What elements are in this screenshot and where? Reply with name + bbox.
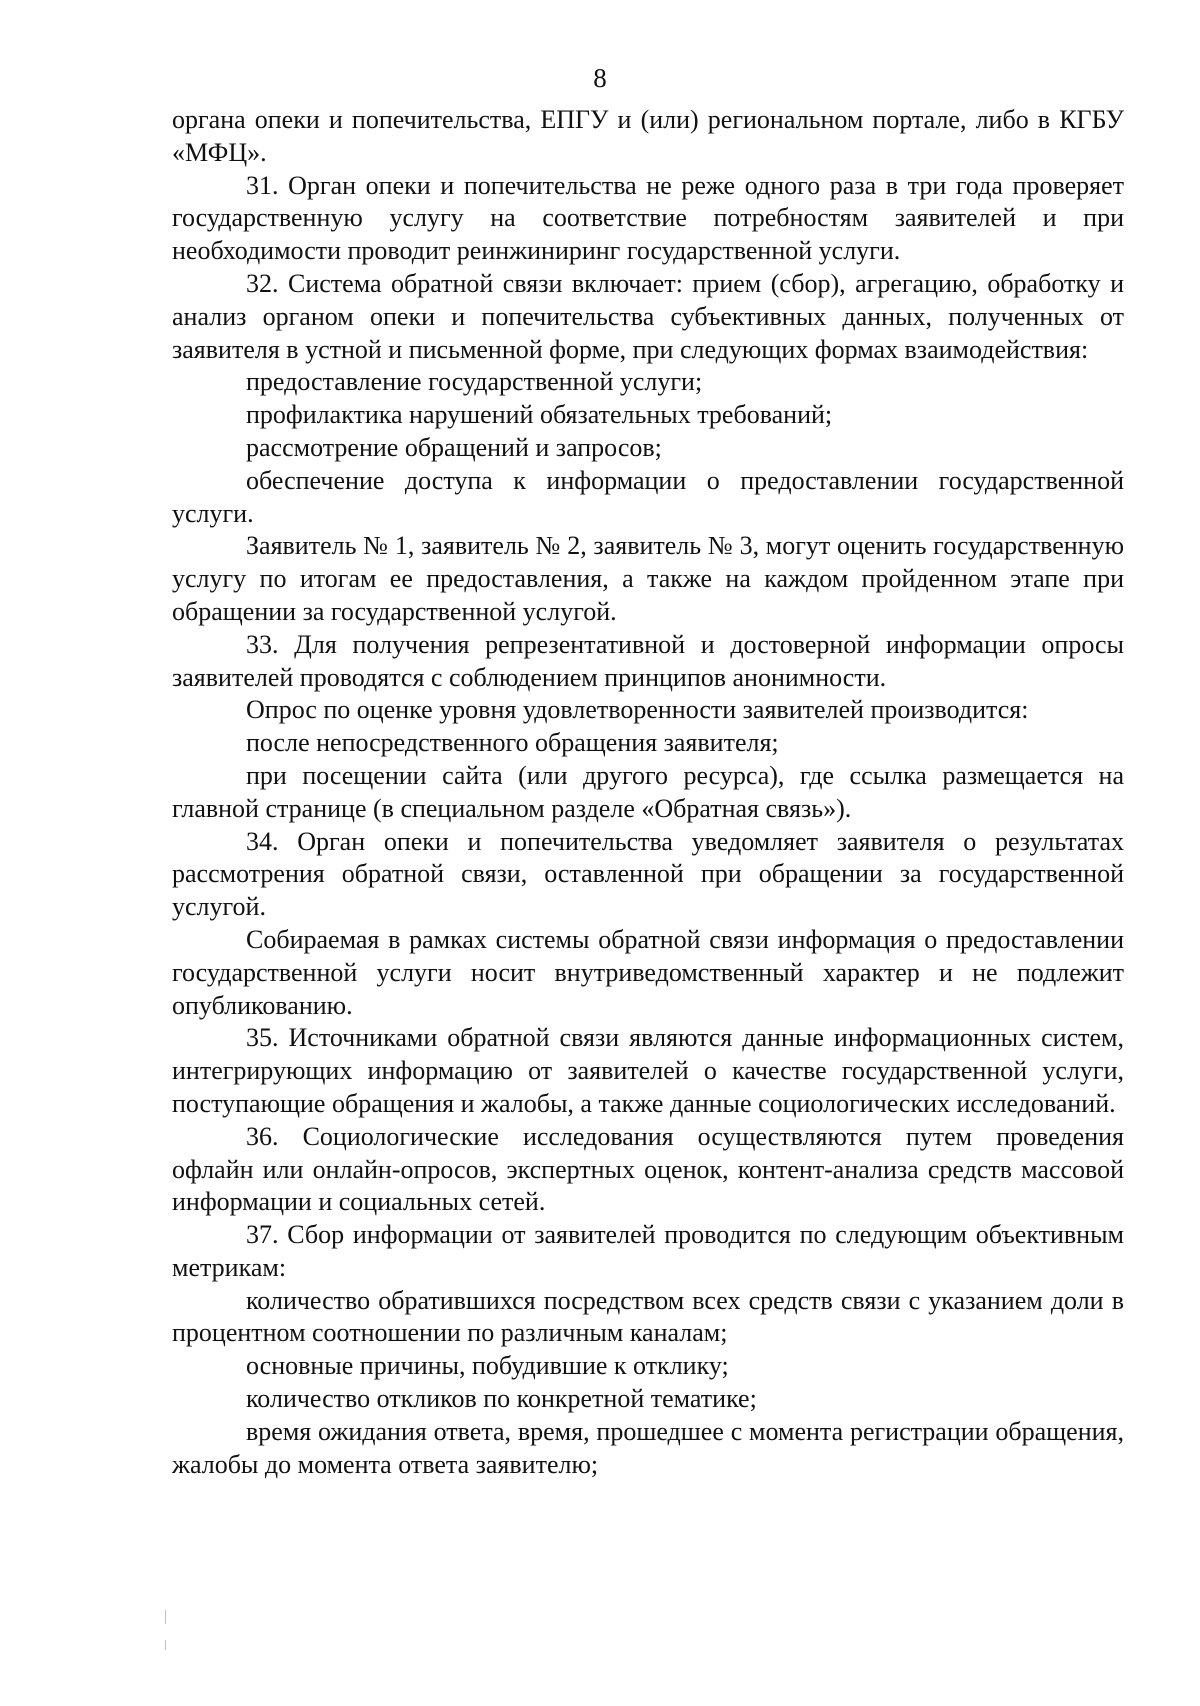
paragraph: количество откликов по конкретной тематике; <box>246 1384 757 1414</box>
page-number: 8 <box>593 63 607 93</box>
paragraph: Опрос по оценке уровня удовлетворенности заявителей производится: <box>246 695 1029 725</box>
paragraph: 36. Социологические исследования осуществляются путем проведения офлайн или онлайн-опросов, экспертных оценок, контент-анализа средств массовой информации и социальных сетей. <box>172 1121 1124 1217</box>
paragraph: 37. Сбор информации от заявителей проводится по следующим объективным метрикам: <box>172 1220 1124 1282</box>
paragraph: 34. Орган опеки и попечительства уведомляет заявителя о результатах рассмотрения обратной связи, оставленной при обращении за государственной услугой. <box>172 826 1124 922</box>
paragraph: при посещении сайта (или другого ресурса), где ссылка размещается на главной странице (в специальном разделе «Обратная связь»). <box>172 760 1124 823</box>
paragraph: 31. Орган опеки и попечительства не реже одного раза в три года проверяет государственную услугу на соответствие потребностям заявителей и при необходимости проводит реинжиниринг государственной услуги. <box>172 170 1124 266</box>
paragraph: рассмотрение обращений и запросов; <box>246 432 662 462</box>
paragraph: 35. Источниками обратной связи являются данные информационных систем, интегрирующих информацию от заявителей о качестве государственной услуги, поступающие обращения и жалобы, а также данные социологических исследований. <box>172 1023 1124 1118</box>
paragraph: предоставление государственной услуги; <box>246 367 703 397</box>
paragraph: органа опеки и попечительства, ЕПГУ и (или) региональном портале, либо в КГБУ «МФЦ». <box>172 105 1124 167</box>
paragraph: Заявитель № 1, заявитель № 2, заявитель № 3, могут оценить государственную услугу по итогам ее предоставления, а также на каждом пройденном этапе при обращении за государственной услугой. <box>172 531 1124 626</box>
margin-mark <box>165 1610 166 1624</box>
paragraph: обеспечение доступа к информации о предоставлении государственной услуги. <box>172 465 1124 528</box>
paragraph: после непосредственного обращения заявителя; <box>246 728 779 758</box>
margin-mark <box>165 1640 166 1650</box>
paragraph: время ожидания ответа, время, прошедшее с момента регистрации обращения, жалобы до момента ответа заявителю; <box>172 1416 1124 1479</box>
paragraph: Собираемая в рамках системы обратной связи информация о предоставлении государственной услуги носит внутриведомственный характер и не подлежит опубликованию. <box>172 924 1124 1020</box>
paragraph: профилактика нарушений обязательных требований; <box>246 400 833 430</box>
paragraph: 33. Для получения репрезентативной и достоверной информации опросы заявителей проводятся с соблюдением принципов анонимности. <box>172 629 1124 692</box>
document-body <box>172 104 1124 1481</box>
paragraph: 32. Система обратной связи включает: прием (сбор), агрегацию, обработку и анализ органом опеки и попечительства субъективных данных, полученных от заявителя в устной и письменной форме, при следующих формах взаимодействия: <box>172 268 1124 364</box>
paragraph: количество обратившихся посредством всех средств связи с указанием доли в процентном соотношении по различным каналам; <box>172 1285 1124 1348</box>
paragraph: основные причины, побудившие к отклику; <box>246 1351 729 1381</box>
